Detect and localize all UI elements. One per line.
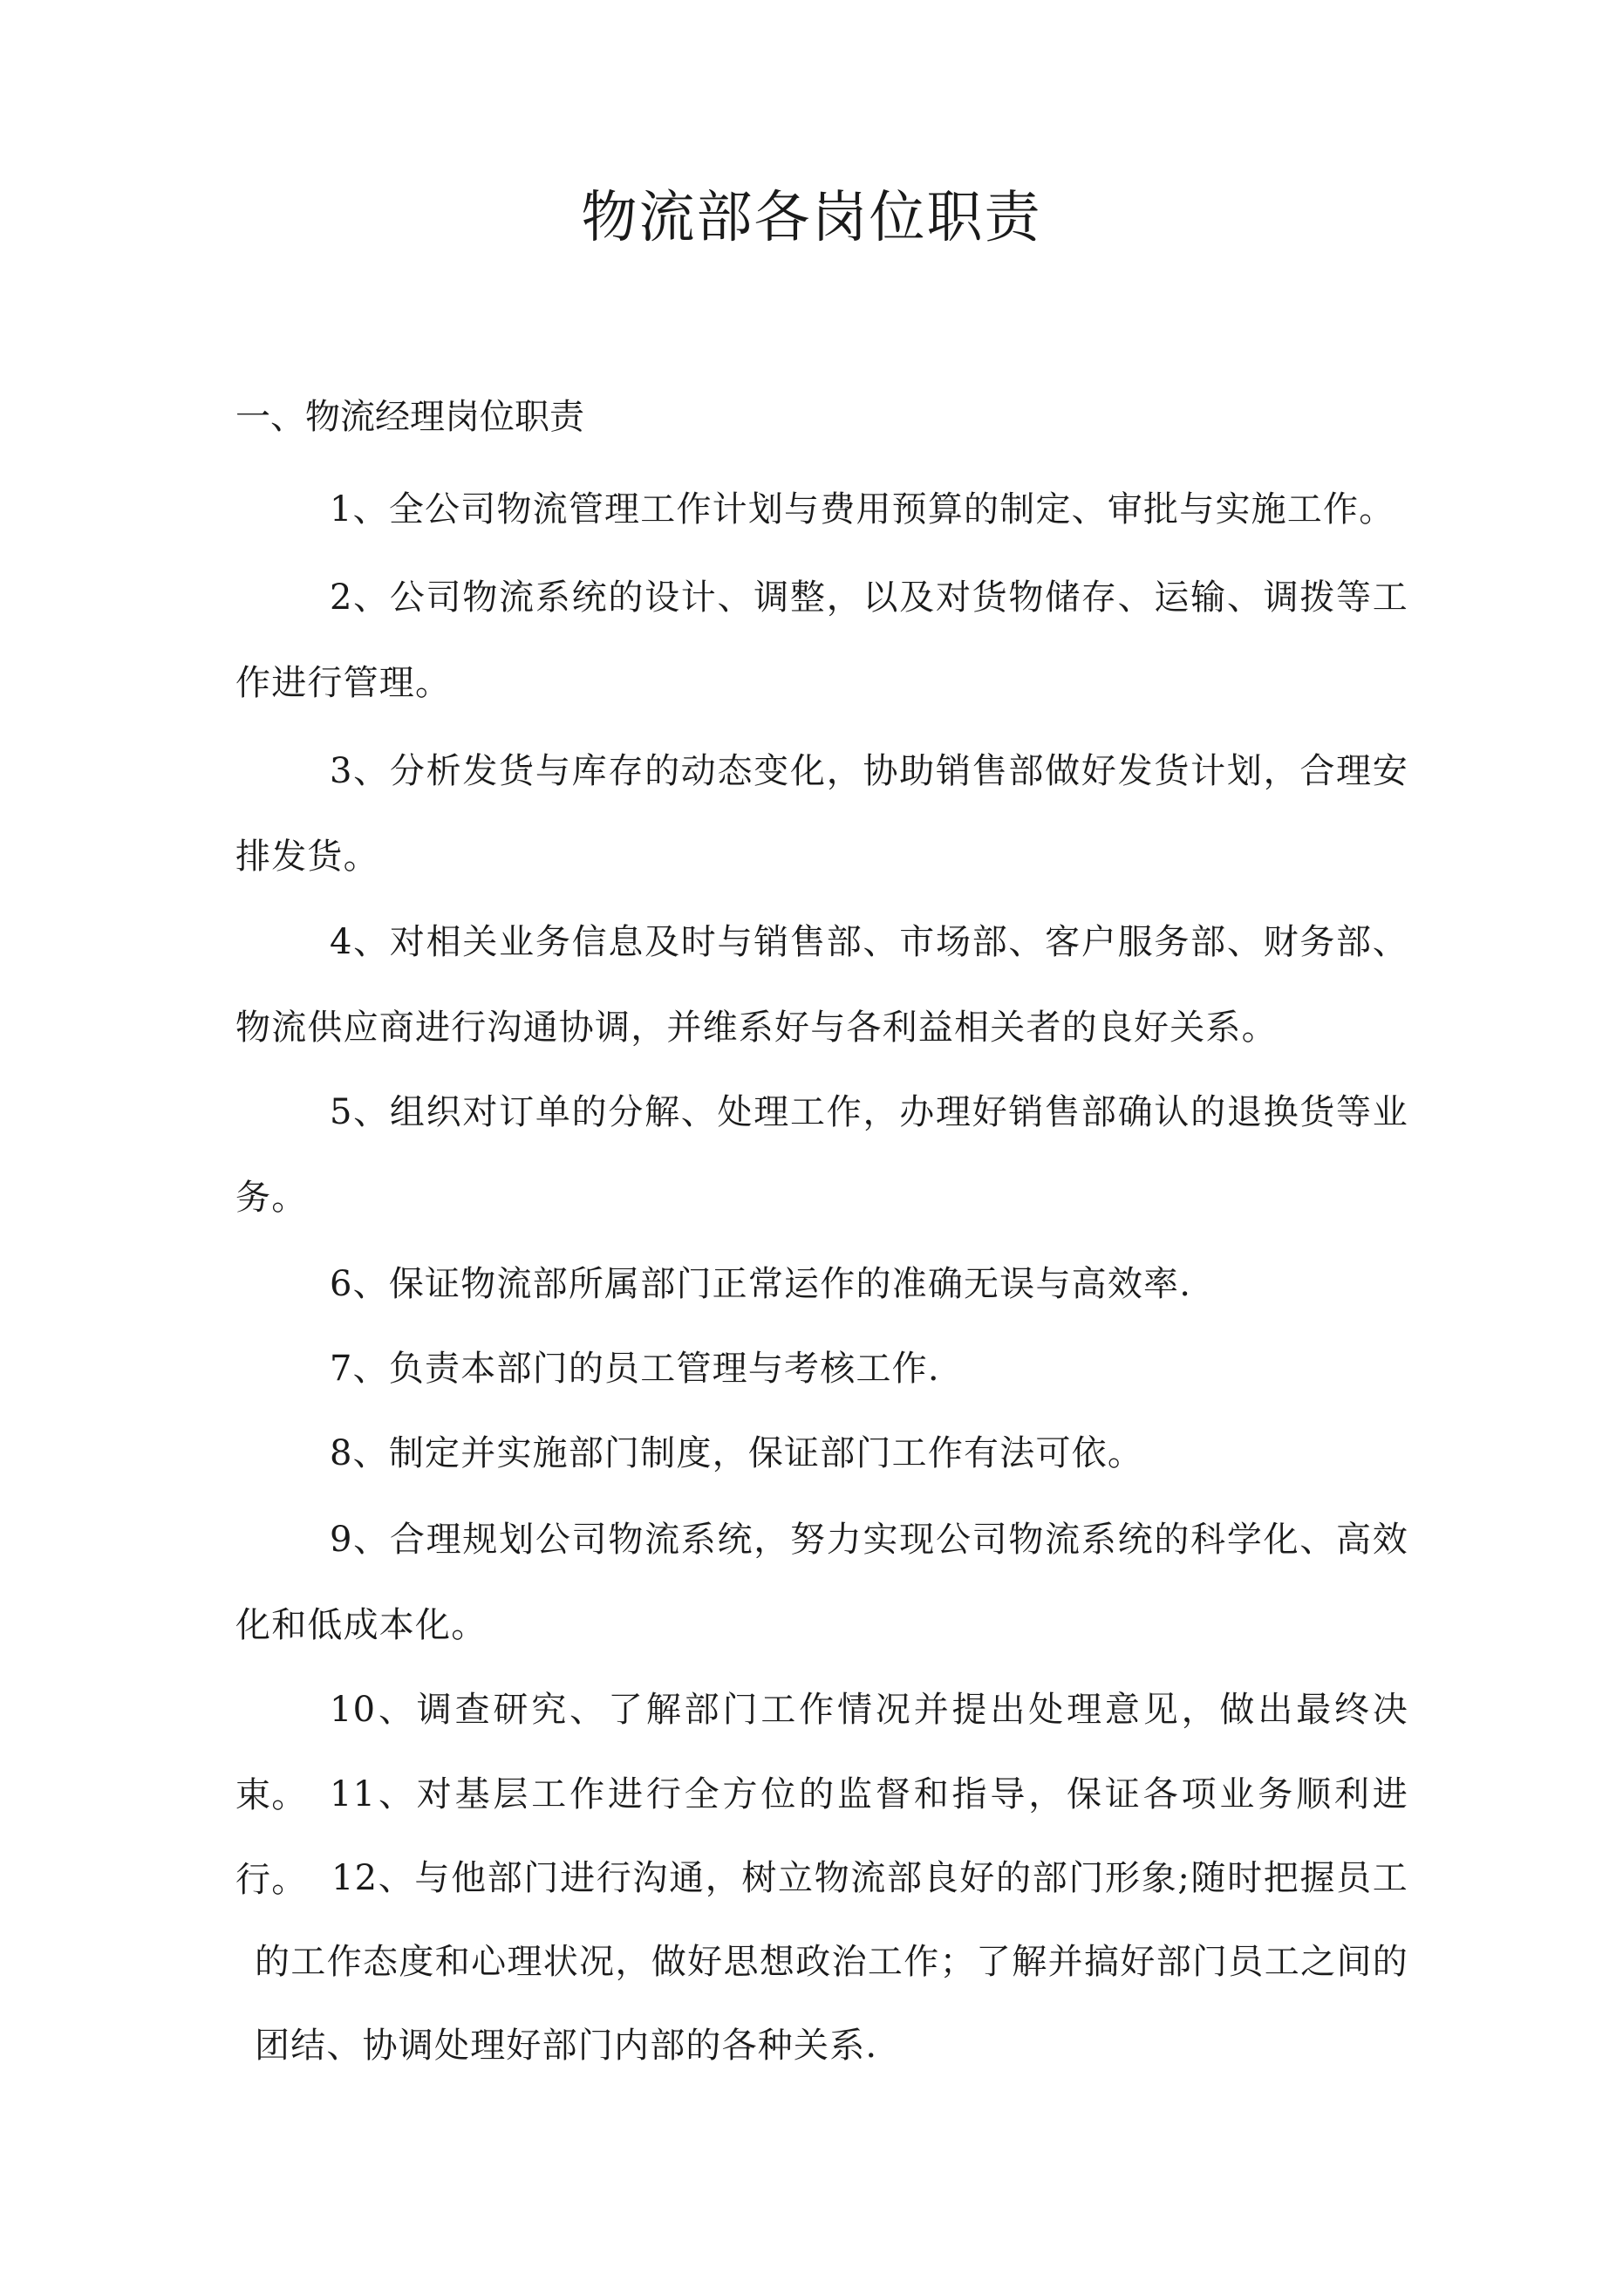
duty-item-6: 6、保证物流部所属部门正常运作的准确无误与高效率. bbox=[330, 1264, 1192, 1304]
section-heading: 一、物流经理岗位职责 bbox=[235, 397, 584, 437]
duty-item-7: 7、负责本部门的员工管理与考核工作. bbox=[330, 1349, 940, 1389]
duty-item-11: 11、对基层工作进行全方位的监督和指导，保证各项业务顺利进行。 bbox=[235, 1774, 1408, 1900]
duty-item-3: 3、分析发货与库存的动态变化，协助销售部做好发货计划，合理安排发货。 bbox=[235, 751, 1408, 877]
duty-item-1: 1、全公司物流管理工作计划与费用预算的制定、审批与实施工作。 bbox=[330, 489, 1395, 530]
duty-item-10: 10、调查研究、了解部门工作情况并提出处理意见，做出最终决束。 bbox=[235, 1690, 1408, 1815]
page-title: 物流部各岗位职责 bbox=[581, 186, 1042, 250]
duty-item-12: 12、与他部门进行沟通，树立物流部良好的部门形象;随时把握员工的工作态度和心理状况，做好思想政治工作；了解并搞好部门员工之间的团结、协调处理好部门内部的各种关系. bbox=[255, 1858, 1408, 2066]
duty-item-4: 4、对相关业务信息及时与销售部、市场部、客户服务部、财务部、物流供应商进行沟通协调，并维系好与各利益相关者的良好关系。 bbox=[235, 922, 1408, 1048]
duty-item-5: 5、组织对订单的分解、处理工作，办理好销售部确认的退换货等业务。 bbox=[235, 1092, 1408, 1218]
duty-item-8: 8、制定并实施部门制度，保证部门工作有法可依。 bbox=[330, 1433, 1144, 1473]
duty-item-2: 2、公司物流系统的设计、调整，以及对货物储存、运输、调拨等工作进行管理。 bbox=[235, 577, 1408, 703]
duty-item-9: 9、合理规划公司物流系统，努力实现公司物流系统的科学化、高效化和低成本化。 bbox=[235, 1520, 1408, 1645]
